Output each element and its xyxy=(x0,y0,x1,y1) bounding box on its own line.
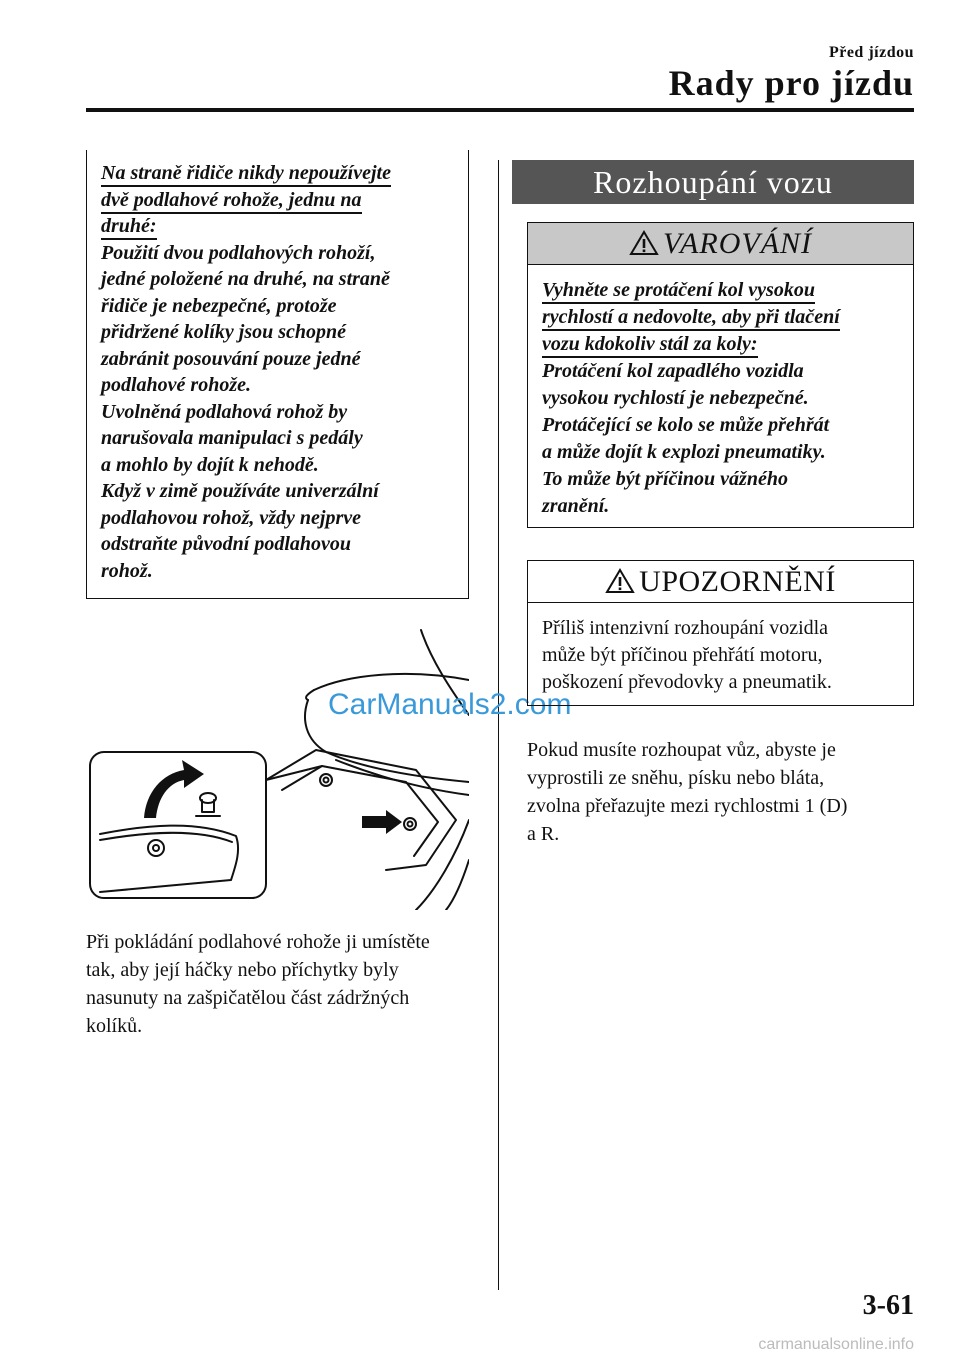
caution-line: může být příčinou přehřátí motoru, xyxy=(542,644,823,666)
caution-title: UPOZORNĚNÍ xyxy=(639,565,836,598)
column-divider xyxy=(498,160,499,1290)
warning-line: odstraňte původní podlahovou xyxy=(101,533,352,555)
warning-line: Protáčení kol zapadlého vozidla xyxy=(542,360,804,382)
caution-box xyxy=(527,560,914,706)
warning-line: druhé: xyxy=(101,213,454,240)
warning-line: přidržené kolíky jsou schopné xyxy=(101,321,347,343)
section-title: Rozhoupání vozu xyxy=(512,160,914,204)
warning-line: Použití dvou podlahových rohoží, xyxy=(101,241,376,264)
caution-line: poškození převodovky a pneumatik. xyxy=(542,671,832,693)
warning-line: jedné položené na druhé, na straně xyxy=(101,268,390,290)
warning-header xyxy=(528,223,913,265)
warning-line: To může být příčinou vážného xyxy=(542,468,788,490)
body-line: nasunuty na zašpičatělou část zádržných xyxy=(86,987,410,1009)
caution-line: Příliš intenzivní rozhoupání vozidla xyxy=(542,617,829,639)
caution-triangle-icon xyxy=(605,568,635,594)
warning-line: a může dojít k explozi pneumatiky. xyxy=(542,441,826,463)
warning-line: Vyhněte se protáčení kol vysokou xyxy=(542,277,899,304)
running-header-title: Rady pro jízdu xyxy=(668,63,914,103)
header-rule xyxy=(86,108,914,112)
warning-line: rychlostí a nedovolte, aby při tlačení xyxy=(542,304,899,331)
warning-line: vozu kdokoliv stál za koly: xyxy=(542,331,899,358)
warning-title: VAROVÁNÍ xyxy=(662,227,813,260)
body-line: kolíků. xyxy=(86,1015,143,1037)
body-line: vyprostili ze sněhu, písku nebo bláta, xyxy=(527,767,825,789)
warning-line: Na straně řidiče nikdy nepoužívejte xyxy=(101,160,454,187)
body-line: tak, aby její háčky nebo příchytky byly xyxy=(86,959,399,981)
body-line: a R. xyxy=(527,823,560,845)
warning-line: narušovala manipulaci s pedály xyxy=(101,427,363,449)
page-number: 3-61 xyxy=(862,1290,914,1321)
warning-box xyxy=(527,222,914,528)
warning-line: a mohlo by dojít k nehodě. xyxy=(101,453,319,476)
right-body-text xyxy=(527,736,917,848)
footer-watermark: carmanualsonline.info xyxy=(758,1336,914,1353)
caution-header xyxy=(528,561,913,603)
warning-line: řidiče je nebezpečné, protože xyxy=(101,294,337,317)
warning-line: zabránit posouvání pouze jedné xyxy=(101,347,361,370)
body-line: Při pokládání podlahové rohože ji umístěte xyxy=(86,931,430,953)
warning-line: Uvolněná podlahová rohož by xyxy=(101,400,348,423)
warning-line: Když v zimě používáte univerzální xyxy=(101,480,379,502)
warning-continuation-box xyxy=(86,150,469,599)
warning-triangle-icon xyxy=(629,230,659,256)
body-line: Pokud musíte rozhoupat vůz, abyste je xyxy=(527,739,836,761)
warning-line: rohož. xyxy=(101,559,153,582)
warning-line: dvě podlahové rohože, jednu na xyxy=(101,187,454,214)
watermark: CarManuals2.com xyxy=(328,688,572,721)
left-body-text xyxy=(86,928,486,1040)
warning-line: vysokou rychlostí je nebezpečné. xyxy=(542,387,809,409)
running-header-section: Před jízdou xyxy=(828,44,914,61)
warning-line: zranění. xyxy=(542,495,610,517)
warning-line: podlahové rohože. xyxy=(101,374,251,396)
floor-mat-retainer-illustration xyxy=(86,620,469,910)
body-line: zvolna přeřazujte mezi rychlostmi 1 (D) xyxy=(527,795,848,817)
warning-line: podlahovou rohož, vždy nejprve xyxy=(101,506,361,529)
warning-line: Protáčející se kolo se může přehřát xyxy=(542,414,830,436)
